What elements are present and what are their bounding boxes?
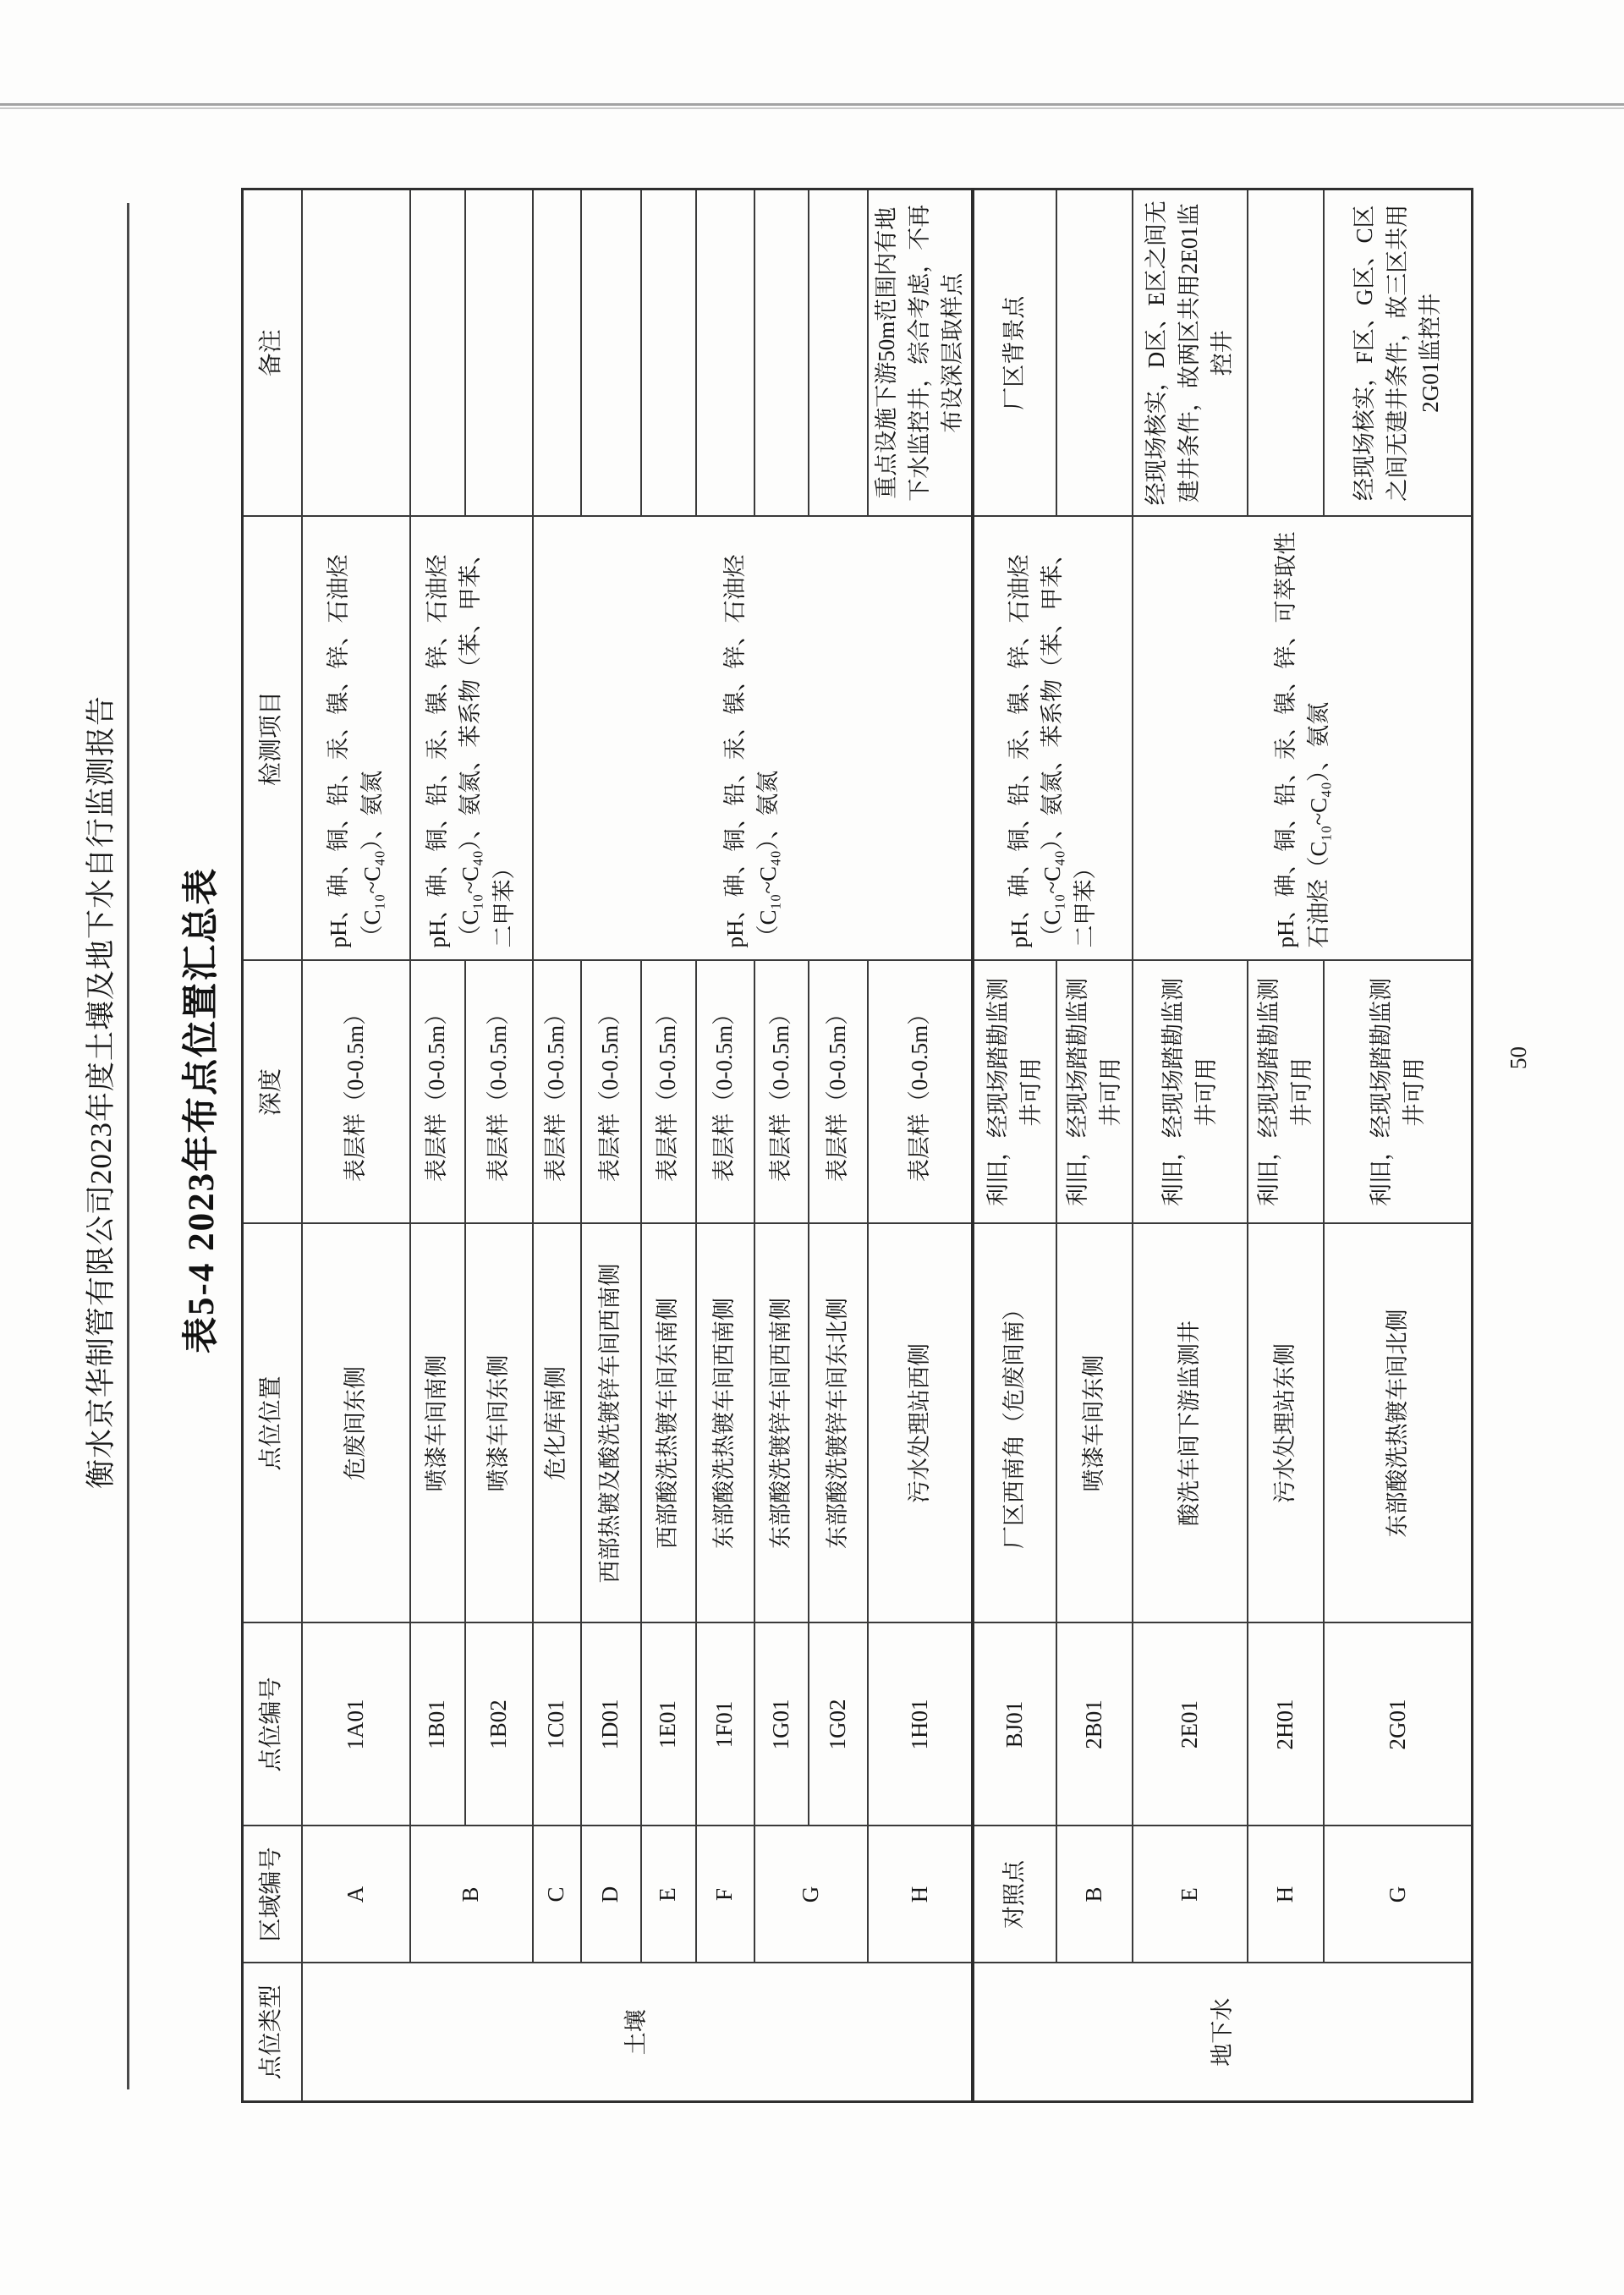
region-cell: H [868,1826,973,1963]
depth-cell: 表层样（0-0.5m） [581,961,641,1224]
id-cell: 1B02 [465,1623,533,1826]
region-cell: E [1133,1826,1248,1963]
region-cell: E [641,1826,696,1963]
location-cell: 污水处理站西侧 [868,1224,973,1623]
depth-cell: 表层样（0-0.5m） [465,961,533,1224]
table-row [410,189,465,2102]
location-cell: 东部酸洗镀锌车间西南侧 [754,1224,809,1623]
remark-cell: 重点设施下游50m范围内有地下水监控井，综合考虑，不再布设深层取样点 [868,189,973,517]
id-cell: 2G01 [1324,1623,1473,1826]
id-cell: BJ01 [973,1623,1056,1826]
depth-cell: 表层样（0-0.5m） [641,961,696,1224]
id-cell: 1F01 [696,1623,754,1826]
region-cell: A [302,1826,410,1963]
table-row [1133,189,1248,2102]
remark-cell [809,189,868,517]
table-row [754,189,809,2102]
depth-cell: 表层样（0-0.5m） [302,961,410,1224]
region-cell: F [696,1826,754,1963]
table-title: 表5-4 2023年布点位置汇总表 [182,866,222,1353]
id-cell: 1G02 [809,1623,868,1826]
col-header-region: 区域编号 [243,1826,302,1963]
id-cell: 1D01 [581,1623,641,1826]
monitoring-points-table [241,188,1473,2103]
region-cell: G [754,1826,868,1963]
depth-cell: 表层样（0-0.5m） [533,961,581,1224]
page-number: 50 [1506,1046,1531,1069]
col-header-type: 点位类型 [243,1963,302,2102]
header-underline [127,203,129,2089]
id-cell: 2B01 [1056,1623,1133,1826]
location-cell: 污水处理站东侧 [1248,1224,1324,1623]
region-cell: B [410,1826,533,1963]
remark-cell [754,189,809,517]
location-cell: 危化库南侧 [533,1224,581,1623]
location-cell: 西部酸洗热镀车间东南侧 [641,1224,696,1623]
table-row [641,189,696,2102]
table-row [696,189,754,2102]
table-row [973,189,1056,2102]
table-row [581,189,641,2102]
id-cell: 2E01 [1133,1623,1248,1826]
depth-cell: 表层样（0-0.5m） [696,961,754,1224]
location-cell: 喷漆车间南侧 [410,1224,465,1623]
depth-cell: 利旧，经现场踏勘监测井可用 [973,961,1056,1224]
remark-cell [465,189,533,517]
location-cell: 东部酸洗镀锌车间东北侧 [809,1224,868,1623]
remark-cell [302,189,410,517]
table-row [1248,189,1324,2102]
remark-cell: 厂区背景点 [973,189,1056,517]
location-cell: 喷漆车间东侧 [1056,1224,1133,1623]
remark-cell: 经现场核实，F区、G区、C区之间无建井条件，故三区共用2G01监控井 [1324,189,1473,517]
depth-cell: 表层样（0-0.5m） [868,961,973,1224]
remark-cell: 经现场核实，D区、E区之间无建井条件，故两区共用2E01监控井 [1133,189,1248,517]
id-cell: 1B01 [410,1623,465,1826]
id-cell: 2H01 [1248,1623,1324,1826]
depth-cell: 表层样（0-0.5m） [809,961,868,1224]
col-header-remark: 备注 [243,189,302,517]
remark-cell [641,189,696,517]
remark-cell [533,189,581,517]
region-cell: G [1324,1826,1473,1963]
items-cell: pH、砷、铜、铅、汞、镍、锌、石油烃（C₁₀~C₄₀）、氨氮 [302,517,410,961]
remark-cell [1248,189,1324,517]
type-cell-soil: 土壤 [302,1963,973,2102]
table-row [302,189,410,2102]
table-row [465,189,533,2102]
remark-cell [696,189,754,517]
region-cell: H [1248,1826,1324,1963]
table-row [868,189,973,2102]
items-cell: pH、砷、铜、铅、汞、镍、锌、石油烃（C₁₀~C₄₀）、氨氮、苯系物（苯、甲苯、二甲苯） [410,517,533,961]
col-header-depth: 深度 [243,961,302,1224]
location-cell: 危废间东侧 [302,1224,410,1623]
depth-cell: 表层样（0-0.5m） [754,961,809,1224]
remark-cell [1056,189,1133,517]
location-cell: 东部酸洗热镀车间北侧 [1324,1224,1473,1623]
depth-cell: 表层样（0-0.5m） [410,961,465,1224]
region-cell: B [1056,1826,1133,1963]
report-header: 衡水京华制管有限公司2023年度土壤及地下水自行监测报告 [85,695,118,1489]
region-cell: 对照点 [973,1826,1056,1963]
table-header-row [243,189,302,2102]
location-cell: 厂区西南角（危废间南） [973,1224,1056,1623]
items-cell: pH、砷、铜、铅、汞、镍、锌、石油烃（C₁₀~C₄₀）、氨氮、苯系物（苯、甲苯、二甲苯） [973,517,1133,961]
id-cell: 1H01 [868,1623,973,1826]
id-cell: 1C01 [533,1623,581,1826]
col-header-items: 检测项目 [243,517,302,961]
depth-cell: 利旧，经现场踏勘监测井可用 [1056,961,1133,1224]
remark-cell [581,189,641,517]
location-cell: 西部热镀及酸洗镀锌车间西南侧 [581,1224,641,1623]
id-cell: 1A01 [302,1623,410,1826]
type-cell-groundwater: 地下水 [973,1963,1473,2102]
depth-cell: 利旧，经现场踏勘监测井可用 [1248,961,1324,1224]
depth-cell: 利旧，经现场踏勘监测井可用 [1324,961,1473,1224]
remark-cell [410,189,465,517]
depth-cell: 利旧，经现场踏勘监测井可用 [1133,961,1248,1224]
items-cell: pH、砷、铜、铅、汞、镍、锌、石油烃（C₁₀~C₄₀）、氨氮 [533,517,973,961]
table-row [1324,189,1473,2102]
region-cell: C [533,1826,581,1963]
id-cell: 1G01 [754,1623,809,1826]
location-cell: 喷漆车间东侧 [465,1224,533,1623]
table-row [533,189,581,2102]
col-header-id: 点位编号 [243,1623,302,1826]
table-row [1056,189,1133,2102]
table-row [809,189,868,2102]
region-cell: D [581,1826,641,1963]
items-cell: pH、砷、铜、铅、汞、镍、锌、可萃取性石油烃（C₁₀~C₄₀）、氨氮 [1133,517,1473,961]
id-cell: 1E01 [641,1623,696,1826]
location-cell: 东部酸洗热镀车间西南侧 [696,1224,754,1623]
location-cell: 酸洗车间下游监测井 [1133,1224,1248,1623]
col-header-location: 点位位置 [243,1224,302,1623]
